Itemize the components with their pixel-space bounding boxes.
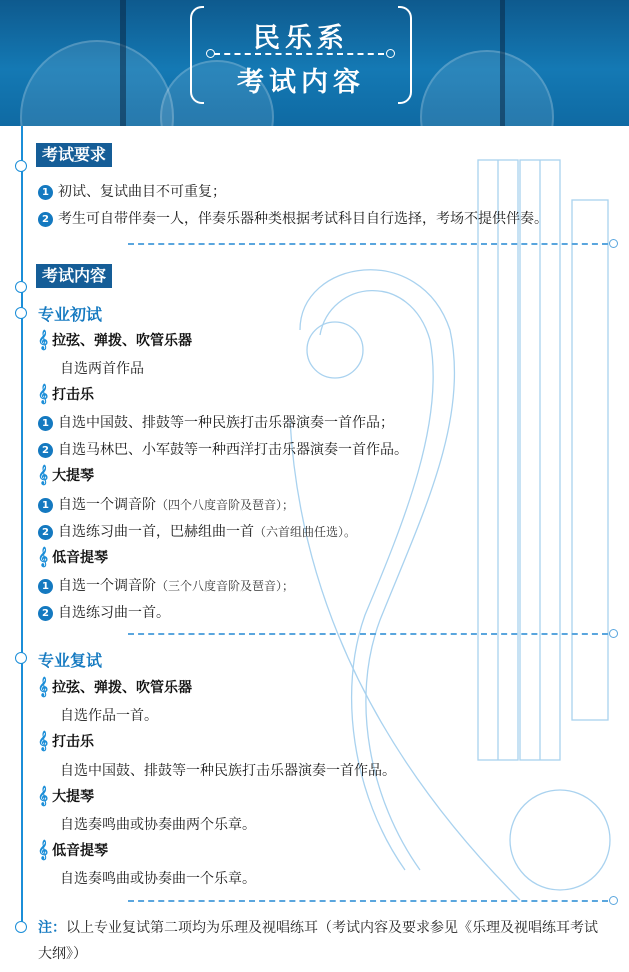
- number-badge: 1: [38, 416, 53, 431]
- treble-clef-icon: 𝄞: [38, 330, 49, 350]
- subheading-retest: 专业复试: [38, 651, 103, 670]
- stand-image: [500, 0, 505, 126]
- requirement-text: 考生可自带伴奏一人，伴奏乐器种类根据考试科目自行选择，考场不提供伴奏。: [58, 211, 548, 227]
- content-line: 自选奏鸣曲或协奏曲两个乐章。: [60, 817, 256, 833]
- treble-clef-icon: 𝄞: [38, 840, 49, 860]
- treble-clef-icon: 𝄞: [38, 547, 49, 567]
- content-line: 自选奏鸣曲或协奏曲一个乐章。: [60, 871, 256, 887]
- page-title-line1: 民乐系: [253, 23, 349, 54]
- content-line: 2 自选马林巴、小军鼓等一种西洋打击乐器演奏一首作品。: [38, 439, 408, 459]
- circle-node-icon: [386, 49, 395, 58]
- note-label: 注：: [38, 920, 66, 936]
- number-badge: 1: [38, 498, 53, 513]
- number-badge: 1: [38, 579, 53, 594]
- circle-node-icon: [609, 896, 618, 905]
- category-title: 𝄞 拉弦、弹拨、吹管乐器: [38, 677, 193, 697]
- content-line: 2 自选练习曲一首，巴赫组曲一首（六首组曲任选）。: [38, 521, 356, 541]
- section-heading-requirements: 考试要求: [36, 143, 112, 167]
- category-title: 𝄞 打击乐: [38, 384, 95, 404]
- circle-node-icon: [15, 307, 27, 319]
- content-line: 自选中国鼓、排鼓等一种民族打击乐器演奏一首作品。: [60, 763, 396, 779]
- content-line: 自选作品一首。: [60, 708, 158, 724]
- page-title-line2: 考试内容: [237, 67, 365, 98]
- timeline-spine: [21, 126, 23, 926]
- treble-clef-icon: 𝄞: [38, 731, 49, 751]
- note-text: 以上专业复试第二项均为乐理及视唱练耳（考试内容及要求参见《乐理及视唱练耳考试大纲》）: [38, 920, 598, 962]
- content-line: 1 自选一个调音阶（四个八度音阶及琶音）；: [38, 494, 294, 514]
- category-title: 𝄞 低音提琴: [38, 840, 109, 860]
- circle-node-icon: [15, 281, 27, 293]
- treble-clef-icon: 𝄞: [38, 786, 49, 806]
- title-frame: [190, 6, 412, 100]
- treble-clef-icon: 𝄞: [38, 384, 49, 404]
- number-badge: 2: [38, 443, 53, 458]
- title-divider: [214, 53, 384, 55]
- content-line: 1 自选中国鼓、排鼓等一种民族打击乐器演奏一首作品；: [38, 412, 394, 432]
- treble-clef-icon: 𝄞: [38, 677, 49, 697]
- circle-node-icon: [15, 921, 27, 933]
- drum-image: [20, 40, 174, 126]
- section-heading-content: 考试内容: [36, 264, 112, 288]
- number-badge: 2: [38, 525, 53, 540]
- circle-node-icon: [609, 629, 618, 638]
- stand-image: [120, 0, 126, 126]
- header-banner: [0, 0, 629, 126]
- content-line: 自选两首作品: [60, 361, 144, 377]
- category-title: 𝄞 大提琴: [38, 786, 95, 806]
- divider: [128, 243, 608, 245]
- circle-node-icon: [15, 652, 27, 664]
- category-title: 𝄞 拉弦、弹拨、吹管乐器: [38, 330, 193, 350]
- divider: [128, 900, 608, 902]
- category-title: 𝄞 低音提琴: [38, 547, 109, 567]
- number-badge: 2: [38, 212, 53, 227]
- treble-clef-icon: 𝄞: [38, 465, 49, 485]
- number-badge: 1: [38, 185, 53, 200]
- requirement-item: [38, 208, 548, 228]
- content-line: 2 自选练习曲一首。: [38, 602, 170, 622]
- circle-node-icon: [609, 239, 618, 248]
- category-title: 𝄞 打击乐: [38, 731, 95, 751]
- requirement-text: 初试、复试曲目不可重复；: [58, 184, 226, 200]
- category-title: 𝄞 大提琴: [38, 465, 95, 485]
- divider: [128, 633, 608, 635]
- number-badge: 2: [38, 606, 53, 621]
- drum-image: [420, 50, 554, 126]
- footnote: [38, 915, 608, 967]
- subheading-preliminary: 专业初试: [38, 305, 103, 324]
- content-line: 1 自选一个调音阶（三个八度音阶及琶音）；: [38, 575, 294, 595]
- requirement-item: [38, 181, 226, 201]
- circle-node-icon: [15, 160, 27, 172]
